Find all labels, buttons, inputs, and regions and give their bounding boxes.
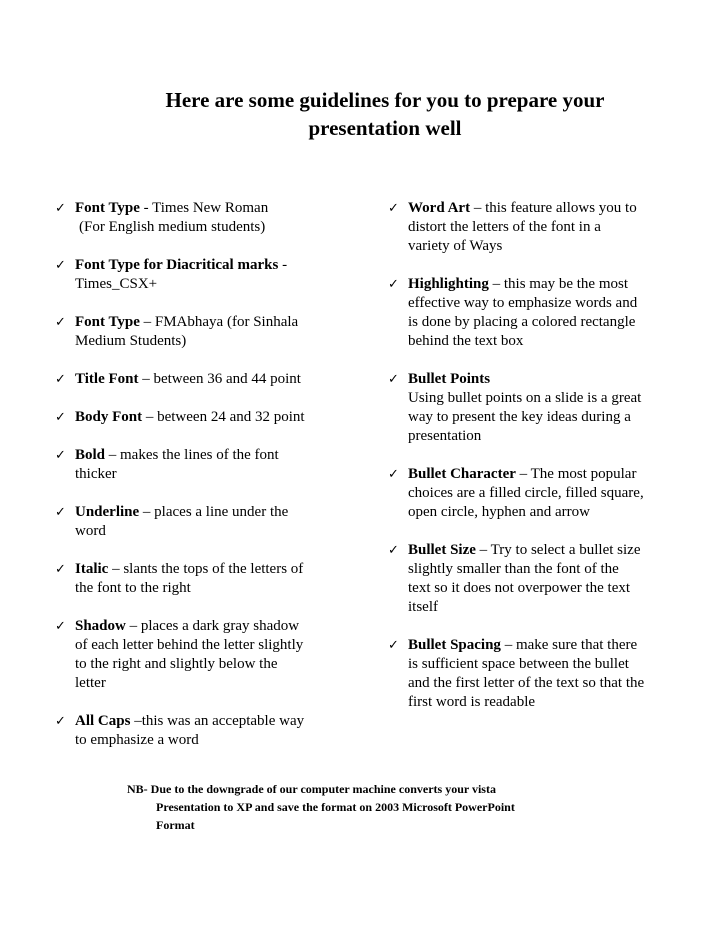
- checkmark-icon: ✓: [55, 315, 66, 330]
- item-text: – makes the lines of the font: [105, 447, 279, 463]
- list-item: [55, 617, 345, 693]
- list-item: [388, 370, 688, 446]
- footnote-line-1: NB- Due to the downgrade of our computer machine converts your vista: [127, 782, 496, 796]
- list-item: [55, 446, 345, 484]
- item-text: word: [75, 523, 106, 539]
- item-text: – slants the tops of the letters of: [108, 561, 304, 577]
- item-text: presentation: [408, 428, 482, 444]
- item-term: Bullet Points: [408, 371, 491, 387]
- item-text: behind the text box: [408, 333, 524, 349]
- list-item: [388, 199, 688, 256]
- item-text: – this may be the most: [488, 276, 629, 292]
- item-text: slightly smaller than the font of the: [408, 561, 619, 577]
- item-text: first word is readable: [408, 694, 536, 710]
- item-text: of each letter behind the letter slightly: [75, 637, 304, 653]
- item-text: is done by placing a colored rectangle: [408, 314, 636, 330]
- item-term: Font Type: [75, 314, 140, 330]
- item-text: to the right and slightly below the: [75, 656, 278, 672]
- item-text: - Times New Roman: [139, 200, 269, 216]
- item-term: Bold: [75, 447, 106, 463]
- item-term: Word Art: [408, 200, 471, 216]
- item-term: All Caps: [75, 713, 131, 729]
- item-term: Font Type for Diacritical marks: [75, 257, 279, 273]
- item-text: to emphasize a word: [75, 732, 199, 748]
- checkmark-icon: ✓: [55, 258, 66, 273]
- item-text: – between 24 and 32 point: [142, 409, 305, 425]
- item-term: Italic: [75, 561, 109, 577]
- item-text: effective way to emphasize words and: [408, 295, 638, 311]
- item-text: way to present the key ideas during a: [408, 409, 631, 425]
- item-term: Body Font: [75, 409, 143, 425]
- item-text: choices are a filled circle, filled square,: [408, 485, 644, 501]
- title-line-2: presentation well: [308, 116, 462, 140]
- item-term: Bullet Size: [408, 542, 476, 558]
- list-item: [388, 465, 688, 522]
- list-item: [55, 408, 345, 427]
- item-text: the font to the right: [75, 580, 191, 596]
- item-text: Medium Students): [75, 333, 187, 349]
- checkmark-icon: ✓: [388, 372, 399, 387]
- item-text: – FMAbhaya (for Sinhala: [139, 314, 299, 330]
- page-title: [60, 86, 710, 142]
- item-text: – this feature allows you to: [470, 200, 637, 216]
- checkmark-icon: ✓: [55, 410, 66, 425]
- right-guideline-list: [388, 199, 688, 731]
- checkmark-icon: ✓: [388, 201, 399, 216]
- footnote-line-2: Presentation to XP and save the format on 2003 Microsoft PowerPoint: [156, 800, 515, 814]
- checkmark-icon: ✓: [55, 505, 66, 520]
- item-term: Highlighting: [408, 276, 489, 292]
- item-text: – places a dark gray shadow: [125, 618, 300, 634]
- checkmark-icon: ✓: [388, 543, 399, 558]
- checkmark-icon: ✓: [388, 638, 399, 653]
- item-text: letter: [75, 675, 106, 691]
- list-item: [55, 560, 345, 598]
- item-term: Font Type: [75, 200, 140, 216]
- footnote-line-3: Format: [156, 818, 195, 832]
- item-text: – places a line under the: [139, 504, 289, 520]
- footnote: [127, 780, 647, 834]
- item-text: is sufficient space between the bullet: [408, 656, 629, 672]
- checkmark-icon: ✓: [388, 467, 399, 482]
- item-text: – make sure that there: [500, 637, 638, 653]
- checkmark-icon: ✓: [388, 277, 399, 292]
- item-term: Title Font: [75, 371, 139, 387]
- checkmark-icon: ✓: [55, 714, 66, 729]
- list-item: [55, 199, 345, 237]
- item-text: itself: [408, 599, 438, 615]
- title-line-1: Here are some guidelines for you to prepare your: [165, 88, 605, 112]
- list-item: [388, 541, 688, 617]
- item-text: -: [278, 257, 288, 273]
- left-guideline-list: [55, 199, 345, 769]
- item-text: and the first letter of the text so that the: [408, 675, 645, 691]
- item-term: Bullet Spacing: [408, 637, 501, 653]
- checkmark-icon: ✓: [55, 562, 66, 577]
- checkmark-icon: ✓: [55, 448, 66, 463]
- item-text: open circle, hyphen and arrow: [408, 504, 591, 520]
- checkmark-icon: ✓: [55, 201, 66, 216]
- list-item: [55, 712, 345, 750]
- list-item: [388, 636, 688, 712]
- checkmark-icon: ✓: [55, 619, 66, 634]
- item-text: – The most popular: [515, 466, 637, 482]
- item-term: Bullet Character: [408, 466, 516, 482]
- item-text: variety of Ways: [408, 238, 503, 254]
- item-text: Times_CSX+: [75, 276, 158, 292]
- list-item: [55, 256, 345, 294]
- list-item: [388, 275, 688, 351]
- item-text: – between 36 and 44 point: [138, 371, 301, 387]
- item-term: Underline: [75, 504, 140, 520]
- item-text: text so it does not overpower the text: [408, 580, 631, 596]
- item-text: thicker: [75, 466, 117, 482]
- item-text: – Try to select a bullet size: [475, 542, 641, 558]
- list-item: [55, 313, 345, 351]
- item-text: distort the letters of the font in a: [408, 219, 601, 235]
- checkmark-icon: ✓: [55, 372, 66, 387]
- item-text: –this was an acceptable way: [130, 713, 305, 729]
- list-item: [55, 503, 345, 541]
- item-text: Using bullet points on a slide is a great: [408, 390, 642, 406]
- item-term: Shadow: [75, 618, 126, 634]
- item-text: (For English medium students): [79, 219, 266, 235]
- list-item: [55, 370, 345, 389]
